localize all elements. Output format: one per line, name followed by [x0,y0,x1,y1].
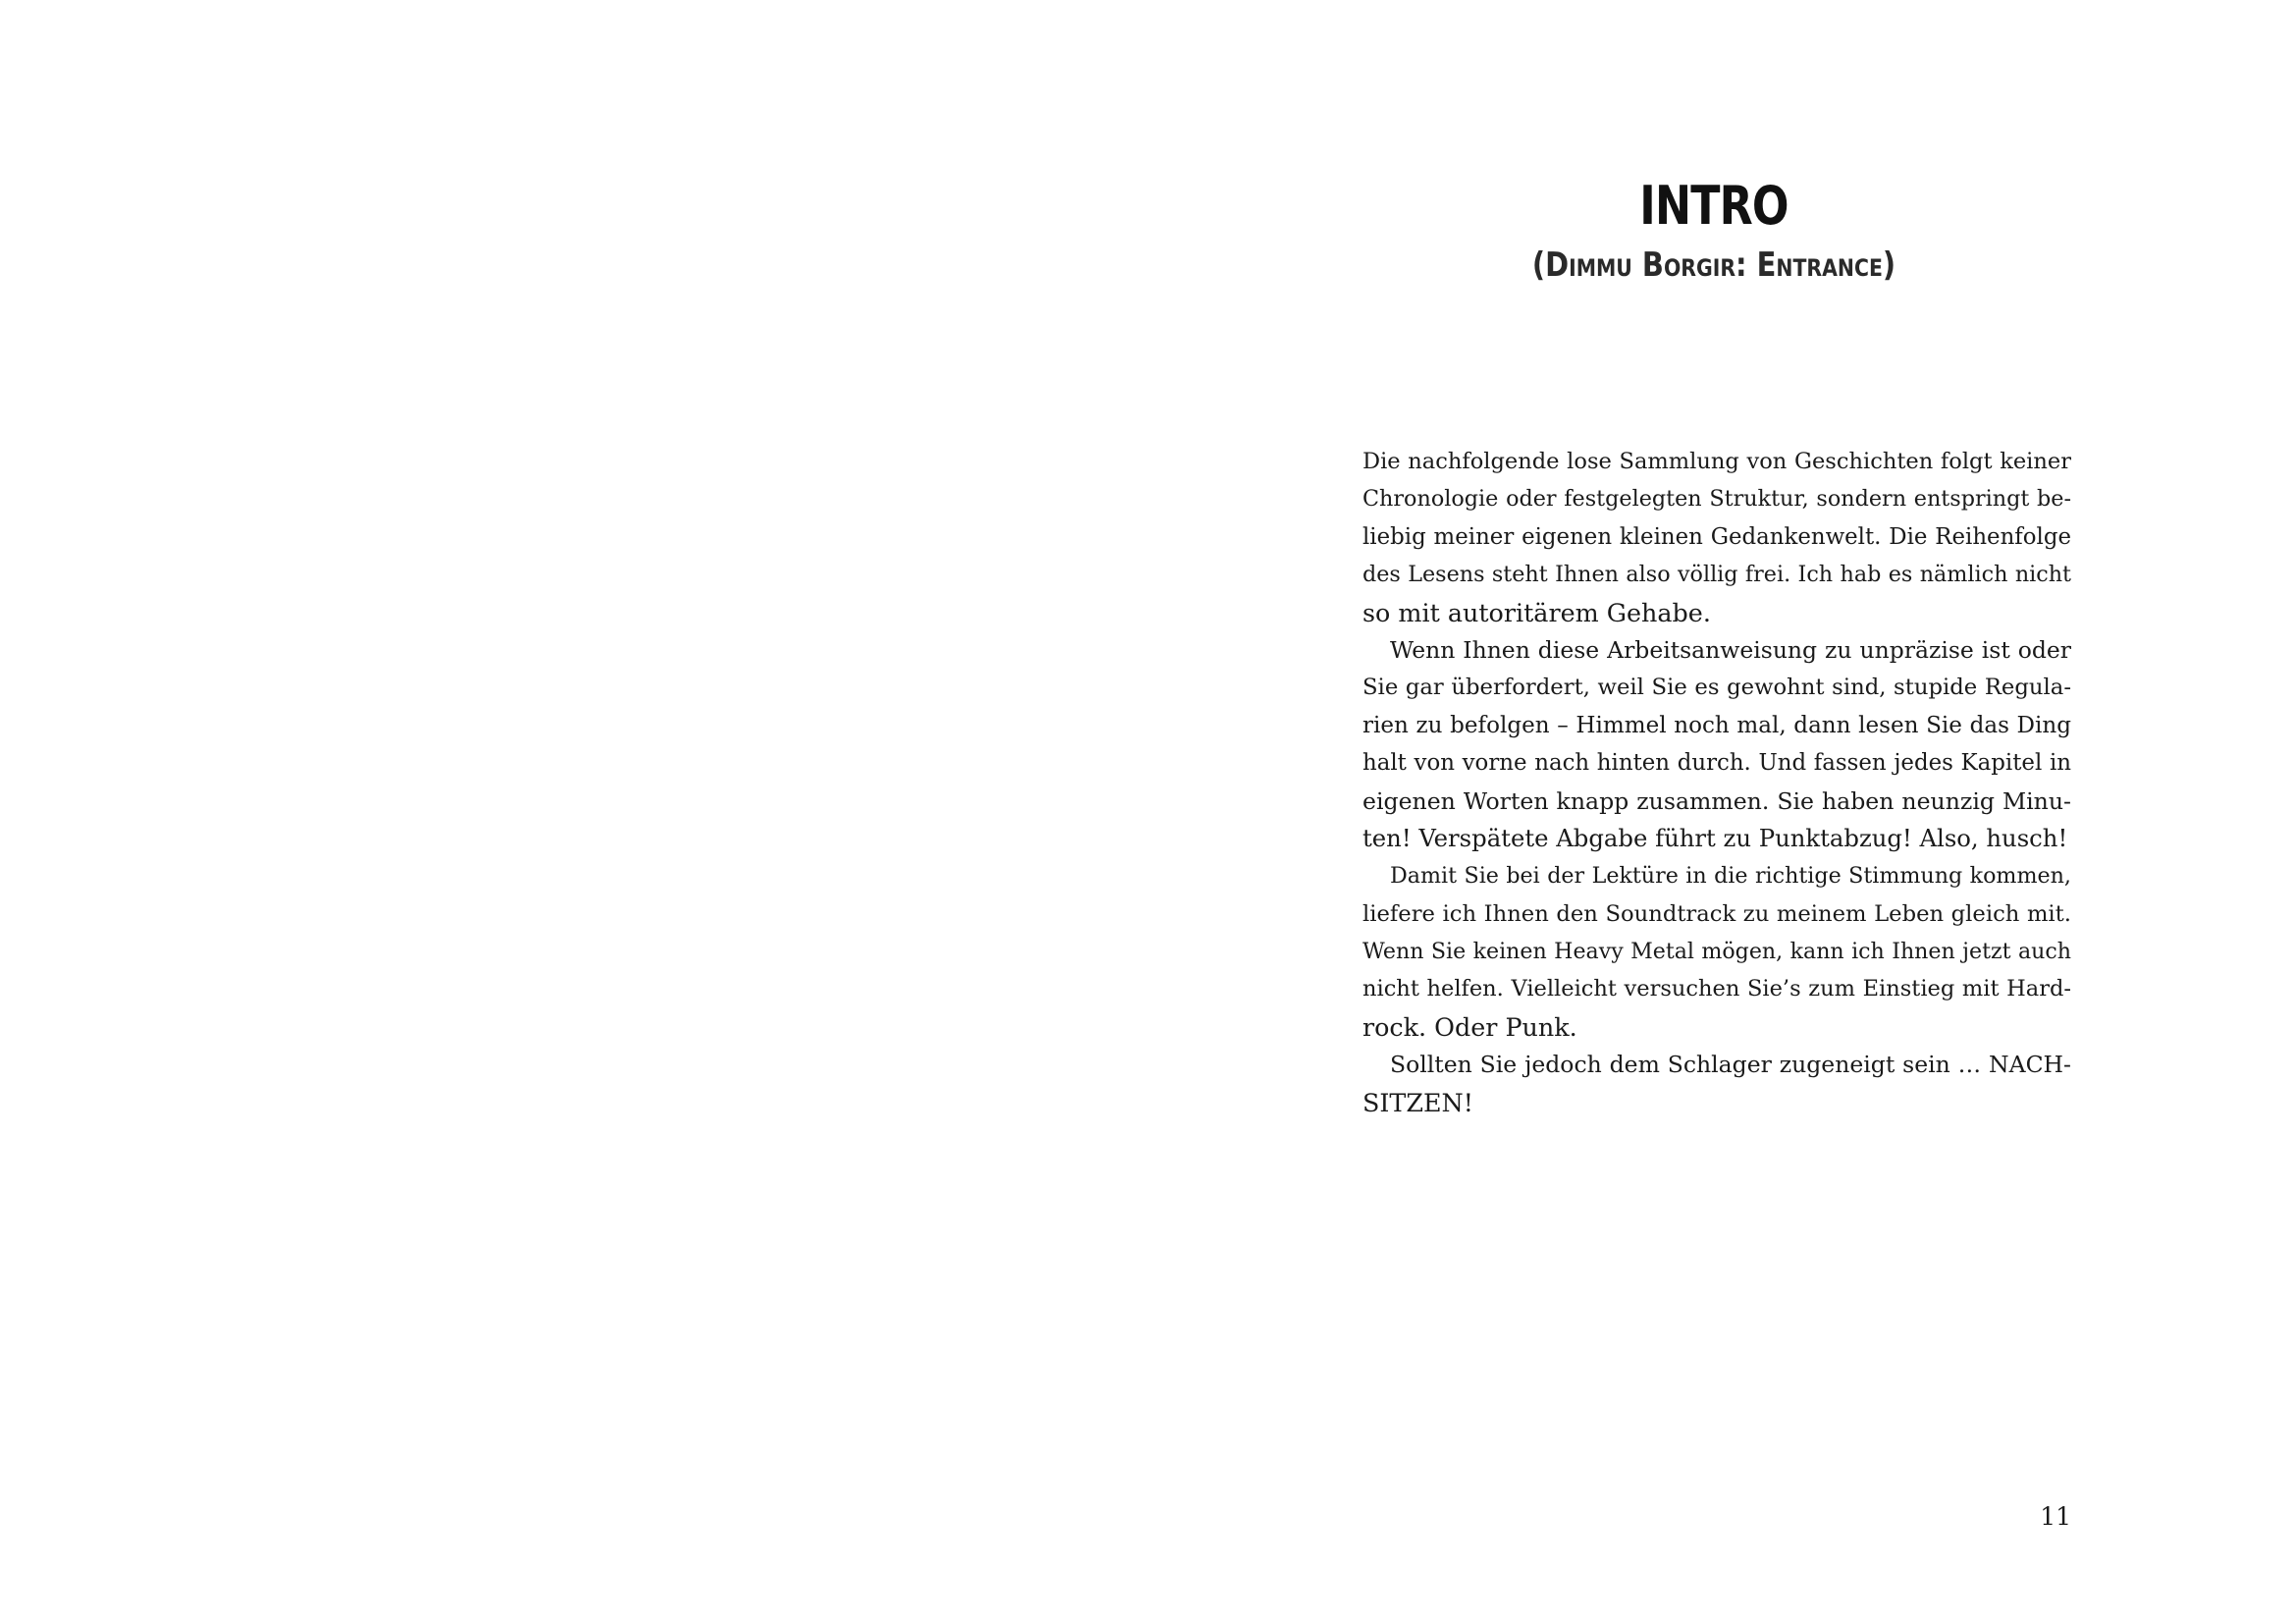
text-line: rien zu befolgen – Himmel noch mal, dann lesen Sie das Ding [1362,712,2071,738]
text-line: rock. Oder Punk. [1362,1011,1577,1042]
text-line: nicht helfen. Vielleicht versuchen Sie’s zum Einstieg mit Hard- [1362,976,2071,1002]
body-text [1362,443,2071,1121]
text-line: ten! Verspätete Abgabe führt zu Punktabzug! Also, husch! [1362,823,2068,852]
text-line: Sie gar überfordert, weil Sie es gewohnt sind, stupide Regula- [1362,675,2071,701]
text-line: halt von vorne nach hinten durch. Und fassen jedes Kapitel in [1362,750,2071,777]
text-line: so mit autoritärem Gehabe. [1362,597,1711,627]
text-line: liefere ich Ihnen den Soundtrack zu meinem Leben gleich mit. [1362,900,2071,927]
text-line: Damit Sie bei der Lektüre in die richtige Stimmung kommen, [1390,863,2071,890]
text-line: SITZEN! [1362,1087,1473,1117]
text-line: liebig meiner eigenen kleinen Gedankenwelt. Die Reihenfolge [1362,523,2071,550]
text-line: Chronologie oder festgelegten Struktur, sondern entspringt be- [1362,486,2071,513]
page-number: 11 [2040,1502,2071,1531]
text-line: Sollten Sie jedoch dem Schlager zugeneigt sein … NACH- [1390,1051,2071,1079]
text-line: Die nachfolgende lose Sammlung von Geschichten folgt keiner [1362,449,2071,474]
chapter-subtitle: (Dimmu Borgir: Entrance) [1531,245,1896,285]
text-line: des Lesens steht Ihnen also völlig frei. Ich hab es nämlich nicht [1362,562,2071,588]
chapter-title: INTRO [1639,175,1789,237]
text-line: Wenn Sie keinen Heavy Metal mögen, kann ich Ihnen jetzt auch [1362,939,2071,965]
text-line: eigenen Worten knapp zusammen. Sie haben neunzig Minu- [1362,786,2071,815]
text-line: Wenn Ihnen diese Arbeitsanweisung zu unpräzise ist oder [1390,635,2071,664]
